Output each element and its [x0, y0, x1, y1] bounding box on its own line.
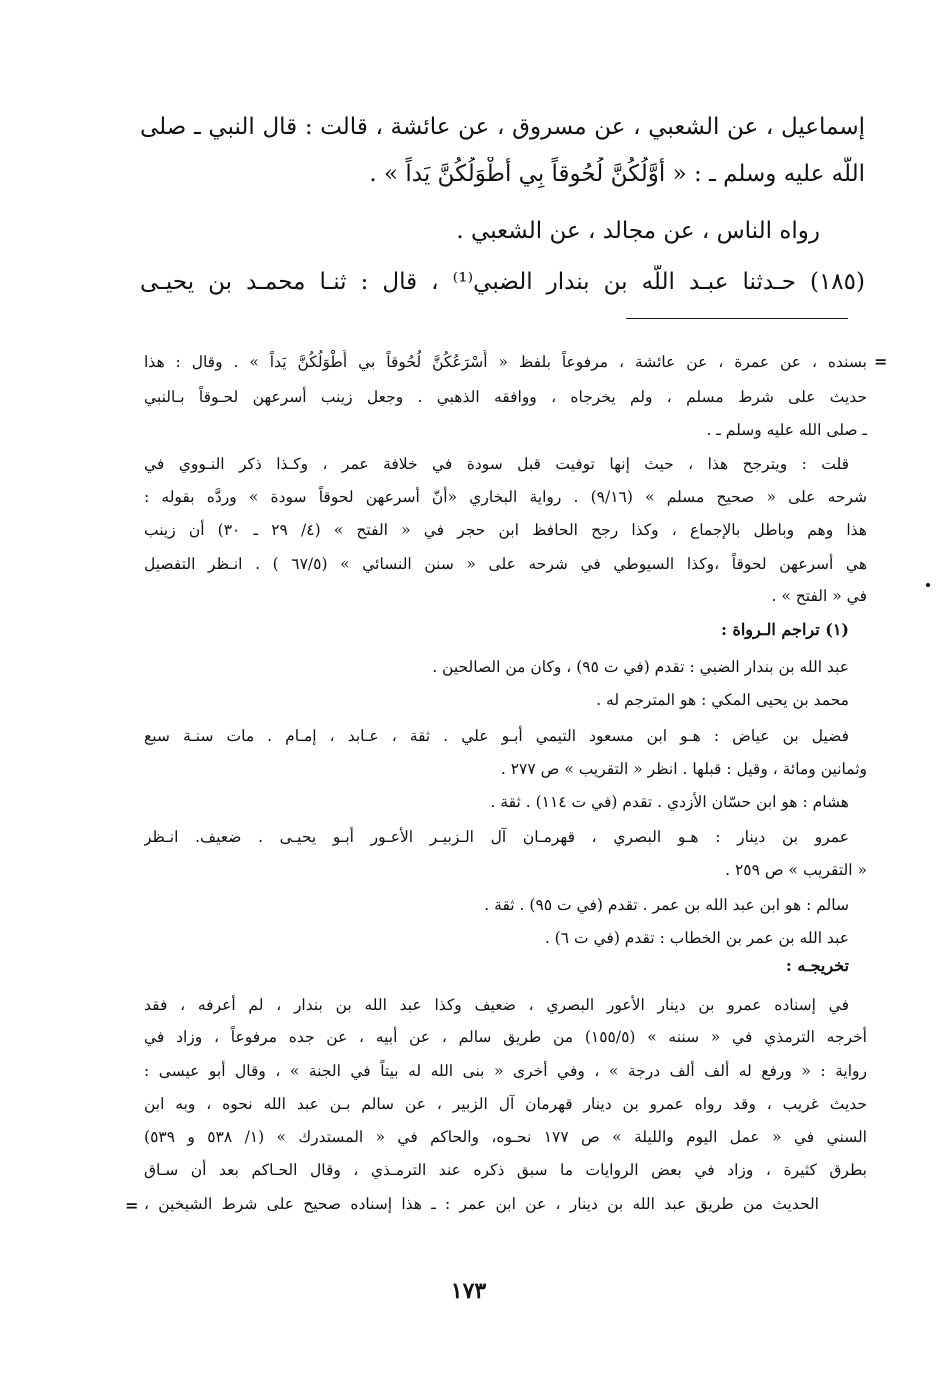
narrator-line-5: هشام : هو ابن حسّان الأزدي . تقدم (في ت ١١٤) . ثقة . [490, 793, 849, 811]
footnote-intro-line-6: هذا وهم وباطل بالإجماع ، وكذا رجح الحافظ ابن حجر في « الفتح » (٤/ ٢٩ ـ ٣٠) أن زينب [144, 521, 867, 539]
continuation-mark-top: = [874, 352, 888, 371]
takhrij-line-6: بطرق كثيرة ، وزاد في بعض الروايات ما سبق ذكره عند الترمـذي ، وقال الحـاكم بعد أن سـاق [144, 1161, 867, 1179]
footnote-intro-line-2: حديث على شرط مسلم ، ولم يخرجاه ، ووافقه الذهبي . وجعل زينب أسرعهن لحـوقاً بـالنبي [144, 388, 867, 406]
page-number: ١٧٣ [450, 1278, 487, 1304]
footnote-separator [626, 318, 848, 319]
narrator-line-4: وثمانين ومائة ، وقيل : قبلها . انظر « التقريب » ص ٢٧٧ . [500, 760, 867, 778]
narrator-line-3: فضيل بن عياض : هـو ابن مسعود التيمي أبـو علي . ثقة ، عـابد ، إمـام . مات سنـة سبع [144, 727, 849, 745]
main-text-line-1: إسماعيل ، عن الشعبي ، عن مسروق ، عن عائشة ، قالت : قال النبي ـ صلى [140, 114, 865, 140]
main-text-line-2: اللّه عليه وسلم ـ : « أَوَّلُكُنَّ لُحُوقاً بِي أَطْوَلُكُنَّ يَداً » . [369, 161, 865, 187]
narrator-line-9: عبد الله بن عمر بن الخطاب : تقدم (في ت ٦) . [544, 929, 849, 947]
narrator-line-8: سالم : هو ابن عبد الله بن عمر . تقدم (في ت ٩٥) . ثقة . [484, 896, 849, 914]
takhrij-line-1: في إسناده عمرو بن دينار الأعور البصري ، ضعيف وكذا عبد الله بن بندار ، لم أعرفه ، فقد [144, 996, 849, 1014]
takhrij-line-2: أخرجه الترمذي في « سننه » (١٥٥/٥) من طريق سالم ، عن أبيه ، عن جده مرفوعاً ، وزاد في [144, 1028, 867, 1046]
footnote-intro-line-1: بسنده ، عن عمرة ، عن عائشة ، مرفوعاً بلفظ « أَسْرَعُكُنَّ لُحُوقاً بي أَطْوَلُكُنَّ يَداً » . وقال : هذا [144, 353, 867, 371]
takhrij-heading: تخريجـه : [785, 956, 849, 975]
main-text-line-4: (١٨٥) حـدثنا عبـد اللّه بن بندار الضبي⁽¹⁾ ، قال : ثنـا محمـد بن يحيـى [140, 269, 865, 295]
narrators-heading: (١) تراجم الـرواة : [720, 620, 849, 639]
margin-dot [926, 583, 930, 587]
narrator-line-1: عبد الله بن بندار الضبي : تقدم (في ت ٩٥) ، وكان من الصالحين . [432, 658, 849, 676]
footnote-intro-line-8: في « الفتح » . [771, 587, 867, 605]
narrator-line-2: محمد بن يحيى المكي : هو المترجم له . [596, 691, 849, 709]
takhrij-line-4: حديث غريب ، وقد رواه عمرو بن دينار قهرمان آل الزبير ، عن سالم بـن عبد الله نحوه ، وبه ابن [144, 1095, 867, 1113]
main-text-line-3: رواه الناس ، عن مجالد ، عن الشعبي . [456, 218, 820, 244]
takhrij-line-5: السني في « عمل اليوم والليلة » ص ١٧٧ نحـوه، والحاكم في « المستدرك » (١/ ٥٣٨ و ٥٣٩) [144, 1128, 867, 1146]
takhrij-line-7: الحديث من طريق عبد الله بن دينار ، عن ابن عمر : ـ هذا إسناده صحيح على شرط الشيخين ، [144, 1195, 819, 1213]
footnote-intro-line-3: ـ صلى الله عليه وسلم ـ . [706, 421, 867, 439]
footnote-intro-line-4: قلت : ويترجح هذا ، حيث إنها توفيت قبل سودة في خلافة عمر ، وكـذا ذكر النـووي في [144, 455, 849, 473]
narrator-line-7: « التقريب » ص ٢٥٩ . [725, 861, 867, 879]
narrator-line-6: عمرو بن دينار : هـو البصري ، قهرمـان آل الـزبيـر الأعـور أبـو يحيـى . ضعيف. انـظر [144, 828, 849, 846]
footnote-intro-line-5: شرحه على « صحيح مسلم » (٩/١٦) . رواية البخاري «أنّ أسرعهن لحوقاً سودة » وردَّه بقوله : [144, 488, 867, 506]
footnote-intro-line-7: هي أسرعهن لحوقاً ،وكذا السيوطي في شرحه على « سنن النسائي » (٦٧/٥ ) . انـظر التفصيل [144, 555, 867, 573]
continuation-mark-bottom: = [125, 1196, 139, 1215]
takhrij-line-3: رواية : « ورفع له ألف ألف درجة » ، وفي أخرى « بنى الله له بيتاً في الجنة » ، وقال أبو عيسى : [144, 1062, 867, 1080]
